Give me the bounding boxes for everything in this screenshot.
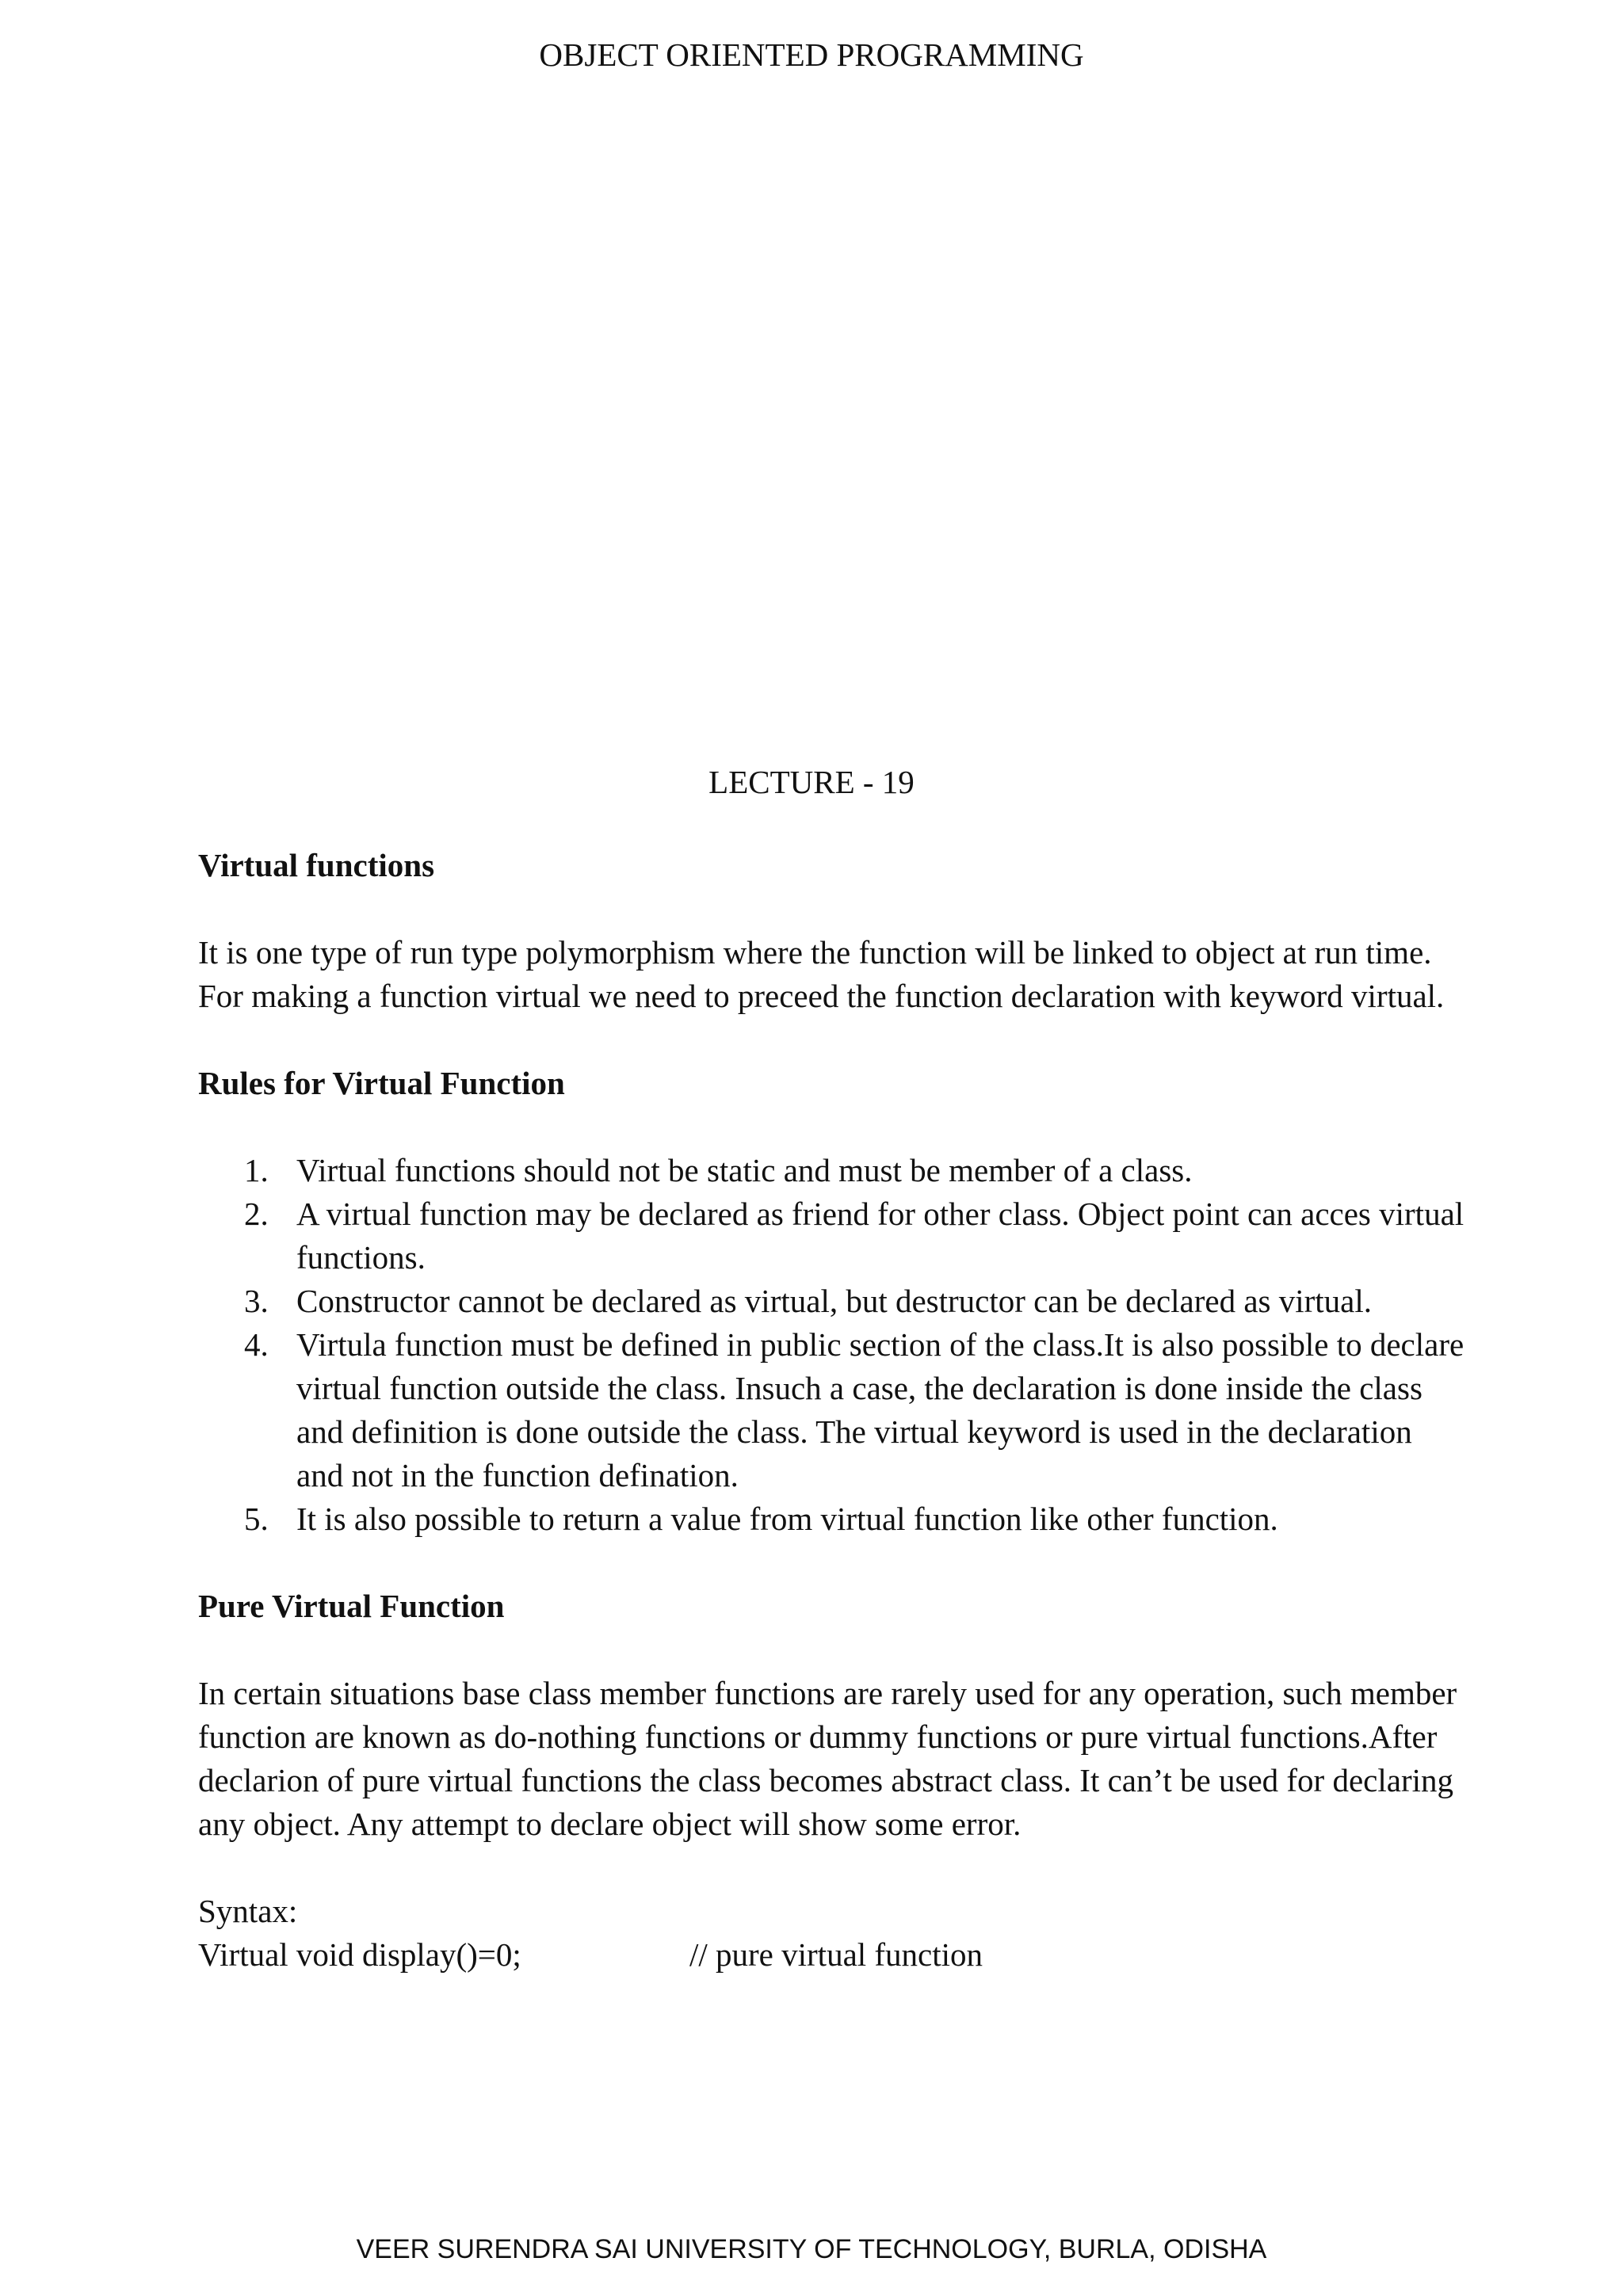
syntax-label: Syntax: bbox=[198, 1893, 298, 1929]
section-heading-pure-virtual: Pure Virtual Function bbox=[198, 1588, 505, 1624]
list-item bbox=[198, 1149, 1466, 1192]
lecture-title: LECTURE - 19 bbox=[708, 764, 915, 800]
syntax-comment: // pure virtual function bbox=[689, 1936, 983, 1973]
rules-list bbox=[198, 1149, 1466, 1541]
document-body bbox=[198, 844, 1466, 1977]
list-item-text: It is also possible to return a value from virtual function like other function. bbox=[296, 1501, 1278, 1537]
page-header: OBJECT ORIENTED PROGRAMMING bbox=[539, 36, 1084, 73]
list-item-number: 5. bbox=[244, 1501, 269, 1537]
virtual-functions-paragraph-1: It is one type of run type polymorphism where the function will be linked to object at run time. bbox=[198, 934, 1432, 971]
list-item-number: 2. bbox=[244, 1196, 269, 1232]
syntax-code: Virtual void display()=0; bbox=[198, 1936, 521, 1973]
list-item-number: 4. bbox=[244, 1326, 269, 1363]
list-item bbox=[198, 1497, 1466, 1541]
section-heading-rules: Rules for Virtual Function bbox=[198, 1065, 565, 1101]
page-footer: VEER SURENDRA SAI UNIVERSITY OF TECHNOLOGY, BURLA, ODISHA bbox=[356, 2234, 1267, 2264]
list-item-number: 3. bbox=[244, 1283, 269, 1319]
virtual-functions-paragraph-2: For making a function virtual we need to preceed the function declaration with keyword virtual. bbox=[198, 978, 1445, 1014]
list-item-number: 1. bbox=[244, 1152, 269, 1188]
list-item-text: Virtula function must be defined in public section of the class.It is also possible to declare virtual function outside the class. Insuch a case, the declaration is done inside the class and definition is done outside the class. The virtual keyword is used in the declaration and not in the function defination. bbox=[296, 1326, 1465, 1493]
section-heading-virtual-functions: Virtual functions bbox=[198, 847, 435, 883]
pure-virtual-paragraph: In certain situations base class member functions are rarely used for any operation, such member function are known as do-nothing functions or dummy functions or pure virtual functions.After declarion of pure virtual functions the class becomes abstract class. It can’t be used for declaring any object. Any attempt to declare object will show some error. bbox=[198, 1675, 1457, 1842]
list-item bbox=[198, 1280, 1466, 1323]
list-item-text: Constructor cannot be declared as virtual, but destructor can be declared as virtual. bbox=[296, 1283, 1373, 1319]
list-item-text: Virtual functions should not be static and must be member of a class. bbox=[296, 1152, 1193, 1188]
list-item bbox=[198, 1323, 1466, 1497]
syntax-line bbox=[198, 1933, 1466, 1977]
list-item-text: A virtual function may be declared as friend for other class. Object point can acces virtual functions. bbox=[296, 1196, 1465, 1276]
list-item bbox=[198, 1192, 1466, 1280]
